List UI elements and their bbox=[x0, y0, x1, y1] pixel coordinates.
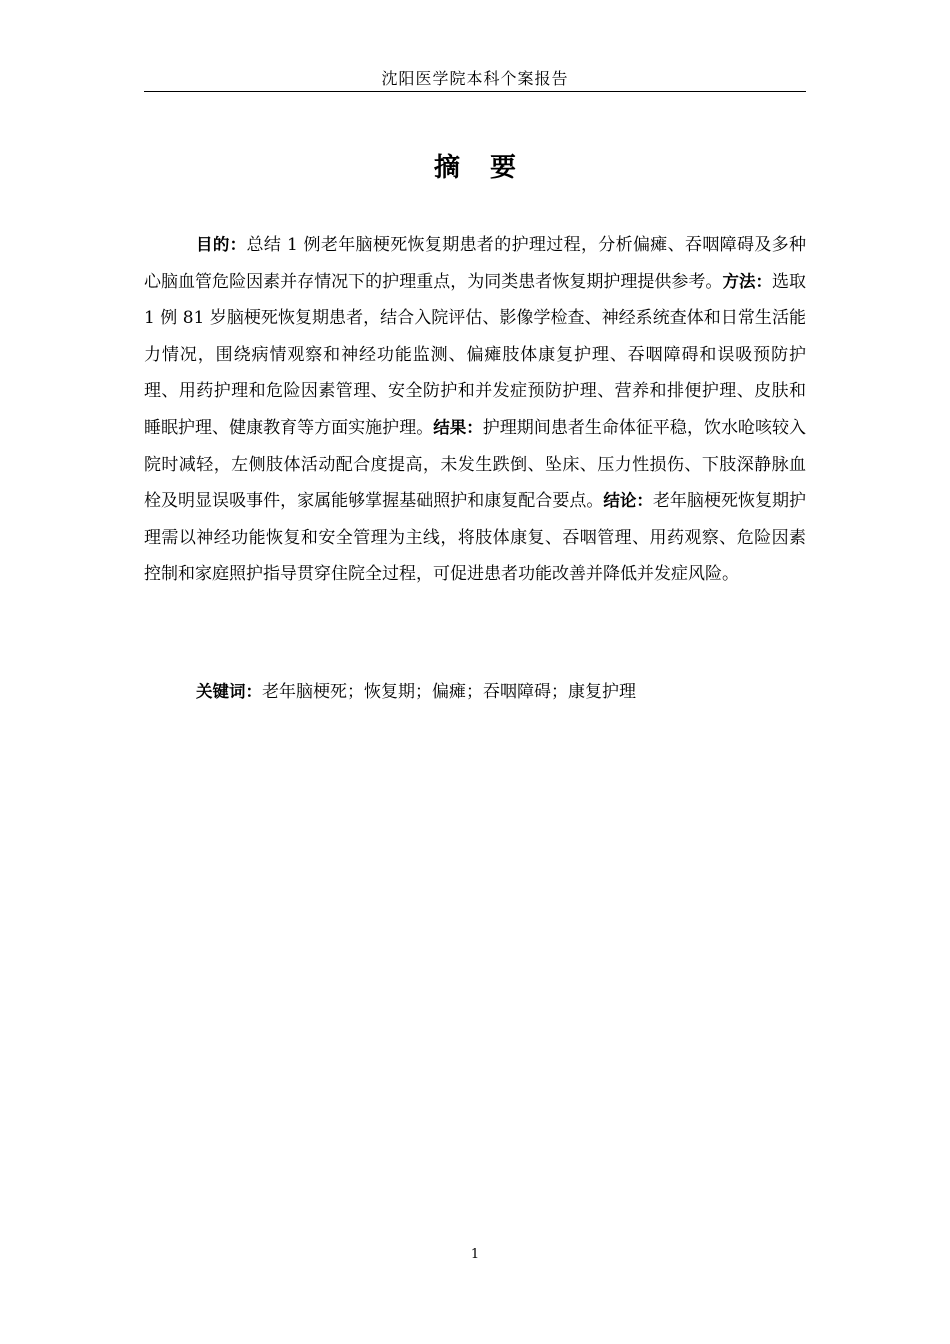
result-text: 护理期间患者生命体征平稳，饮水呛咳较入院时减轻，左侧肢体活动配合度提高，未发生跌倒、坠床、压力性损伤、下肢深静脉血栓及明显误吸事件，家属能够掌握基础照护和康复配合要点。 bbox=[144, 417, 807, 512]
keywords bbox=[144, 674, 806, 710]
result-label: 结果： bbox=[433, 417, 483, 437]
purpose-text: 总结 1 例老年脑梗死恢复期患者的护理过程，分析偏瘫、吞咽障碍及多种心脑血管危险因素并存情况下的护理重点，为同类患者恢复期护理提供参考。 bbox=[144, 235, 807, 292]
keywords-label: 关键词： bbox=[196, 682, 262, 701]
conclusion-label: 结论： bbox=[603, 491, 653, 511]
abstract-body bbox=[144, 227, 806, 593]
page-title: 摘要 bbox=[433, 153, 546, 183]
conclusion-text: 老年脑梗死恢复期护理需以神经功能恢复和安全管理为主线，将肢体康复、吞咽管理、用药观察、危险因素控制和家庭照护指导贯穿住院全过程，可促进患者功能改善并降低并发症风险。 bbox=[144, 491, 807, 585]
purpose-label: 目的： bbox=[196, 235, 247, 254]
page-number: 1 bbox=[470, 1247, 480, 1262]
running-header: 沈阳医学院本科个案报告 bbox=[381, 69, 569, 88]
keywords-text: 老年脑梗死；恢复期；偏瘫；吞咽障碍；康复护理 bbox=[262, 682, 636, 702]
method-label: 方法： bbox=[722, 271, 772, 291]
method-text: 选取 1 例 81 岁脑梗死恢复期患者，结合入院评估、影像学检查、神经系统查体和日常生活能力情况，围绕病情观察和神经功能监测、偏瘫肢体康复护理、吞咽障碍和误吸预防护理、用药护理和危险因素管理、安全防护和并发症预防护理、营养和排便护理、皮肤和睡眠护理、健康教育等方面实施护理。 bbox=[144, 271, 807, 438]
header-rule bbox=[144, 91, 806, 92]
